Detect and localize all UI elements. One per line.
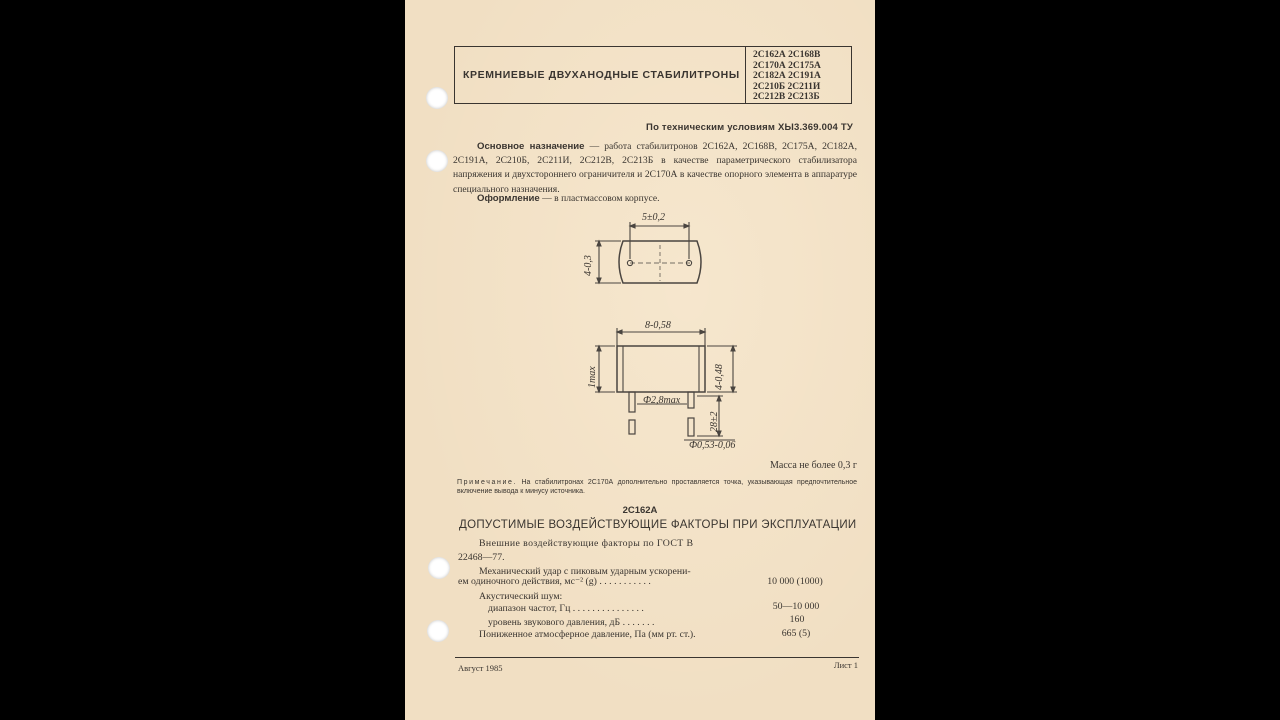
dim-side-height-right: 4-0,48 [714, 364, 725, 390]
dim-side-height-left: 1max [587, 366, 598, 388]
acoustic-noise: Акустический шум: [479, 591, 563, 602]
punch-hole [428, 557, 450, 579]
note-text: На стабилитронах 2С170А дополнительно проставляется точка, указывающая предпочтительное включение вывода к минусу источника. [457, 479, 857, 495]
dim-side-width: 8-0,58 [645, 320, 671, 331]
dim-top-height: 4-0,3 [583, 255, 594, 276]
shock-value: 10 000 (1000) [767, 576, 823, 587]
code-line: 2С182А 2С191А [753, 71, 821, 82]
technical-conditions: По техническим условиям ХЫ3.369.004 ТУ [646, 122, 853, 133]
footer-date: Август 1985 [458, 663, 503, 673]
factors-intro-2: 22468—77. [458, 552, 505, 563]
frequency-value: 50—10 000 [772, 601, 820, 612]
document-title: КРЕМНИЕВЫЕ ДВУХАНОДНЫЕ СТАБИЛИТРОНЫ [463, 69, 740, 81]
section-title: ДОПУСТИМЫЕ ВОЗДЕЙСТВУЮЩИЕ ФАКТОРЫ ПРИ ЭКСПЛУАТАЦИИ [459, 519, 857, 531]
factors-intro-1: Внешние воздействующие факторы по ГОСТ В [479, 538, 694, 549]
dim-lead-length: 28±2 [709, 411, 720, 432]
frequency-range: диапазон частот, Гц . . . . . . . . . . . . . . . [488, 603, 644, 614]
code-line: 2С212В 2С213Б [753, 92, 820, 103]
dim-lead-diameter: Ф2,8max [643, 395, 681, 406]
note [457, 479, 857, 496]
package-side-body [617, 346, 705, 392]
footer-rule [455, 657, 859, 658]
code-line: 2С170А 2С175А [753, 60, 821, 71]
code-line: 2С210Б 2С211И [753, 81, 821, 92]
model-title: 2С162А [622, 505, 658, 516]
package-drawing [405, 0, 875, 470]
design-label: Оформление [477, 193, 540, 204]
purpose-label: Основное назначение [477, 141, 585, 152]
mass-value: Масса не более 0,3 г [770, 460, 857, 471]
dim-wire-diameter: Ф0,53-0,06 [689, 440, 736, 451]
dim-top-width: 5±0,2 [642, 212, 665, 223]
lead-right [688, 392, 694, 408]
lead-right-lower [688, 418, 694, 436]
lead-left-lower [629, 420, 635, 434]
code-line: 2С162А 2С168В [753, 50, 821, 60]
atmospheric-pressure: Пониженное атмосферное давление, Па (мм рт. ст.). [479, 629, 696, 640]
shock-line-1: Механический удар с пиковым ударным ускорени- [479, 566, 691, 577]
design-text: — в пластмассовом корпусе. [539, 193, 660, 204]
sound-pressure-value: 160 [789, 614, 805, 625]
punch-hole [427, 620, 449, 642]
atmospheric-pressure-value: 665 (5) [781, 628, 811, 639]
note-label: Примечание. [457, 479, 518, 486]
sound-pressure: уровень звукового давления, дБ . . . . . . . [488, 617, 655, 628]
shock-line-2: ем одиночного действия, мс⁻² (g) . . . . . . . . . . . [458, 576, 651, 587]
purpose-text: — работа стабилитронов 2С162А, 2С168В, 2С175А, 2С182А, 2С191А, 2С210Б, 2С211И, 2С212В, 2С213Б в качестве параметрического стабилизатора напряжения и двухстороннего ограничителя и 2С170А в качестве опорного элемента в аппаратуре специального назначения. [453, 141, 857, 195]
document-page [405, 0, 875, 720]
footer-sheet: Лист 1 [833, 660, 858, 670]
lead-left [629, 392, 635, 412]
